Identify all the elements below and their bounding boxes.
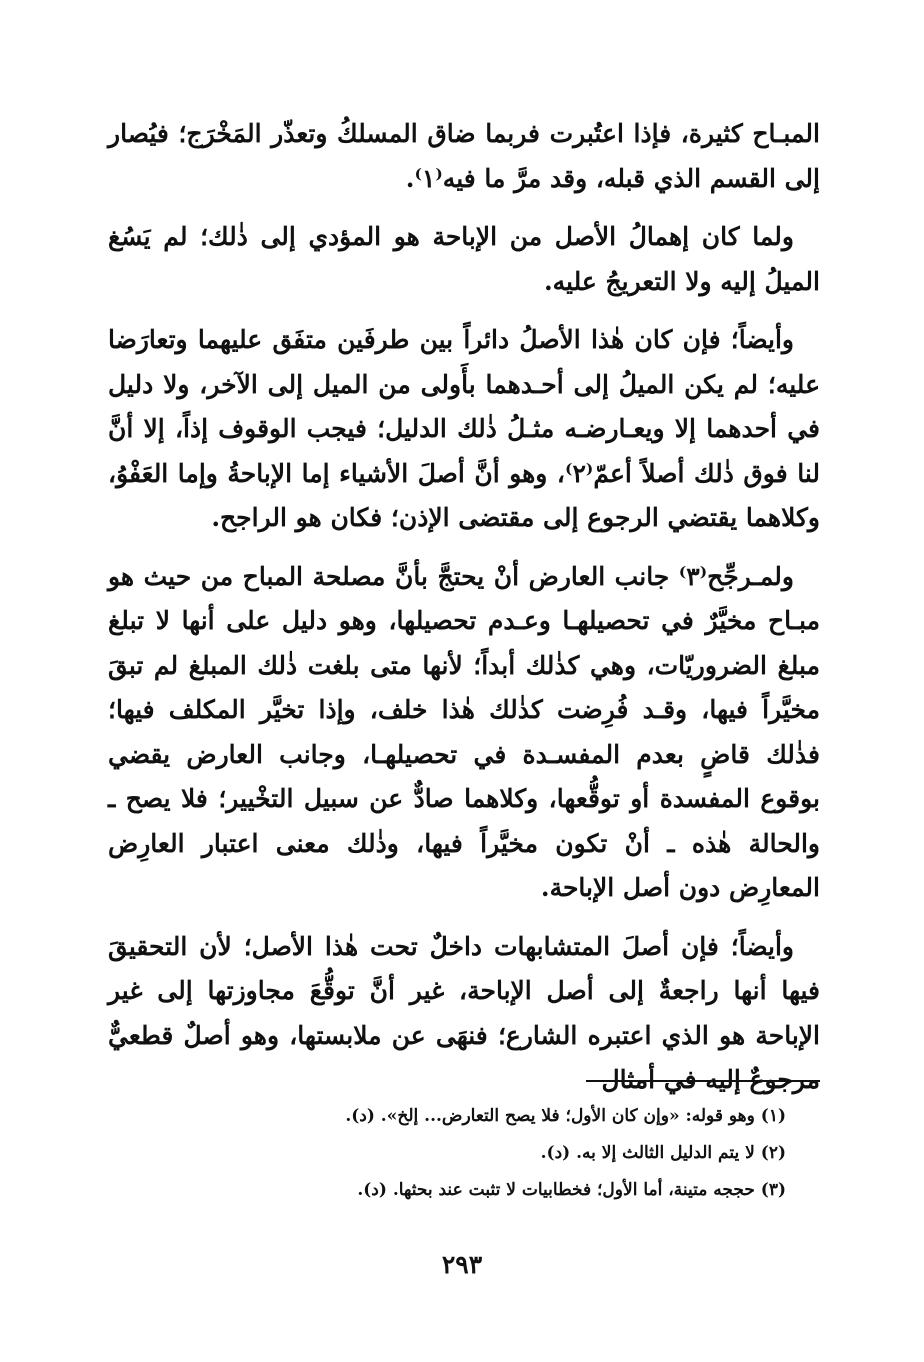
page-number: ٢٩٣: [441, 1250, 483, 1279]
main-text: [108, 112, 820, 1117]
footnote-divider: [586, 1080, 820, 1082]
paragraph-5: وأيضاً؛ فإن أصلَ المتشابهات داخلٌ تحت هٰذا الأصل؛ لأن التحقيقَ فيها أنها راجعةٌ إلى أصل الإباحة، غير أنَّ توقُّعَ مجاوزتها إلى غير الإباحة هو الذي اعتبره الشارع؛ فنهَى عن ملابستها، وهو أصلٌ قطعيٌّ مرجوعٌ إليه في أمثال: [108, 931, 820, 1094]
paragraph-3: وأيضاً؛ فإن كان هٰذا الأصلُ دائراً بين طرفَين متفَق عليهما وتعارَضا عليه؛ لم يكن الميلُ إلى أحـدهما بأَولى من الميل إلى الآخر، ولا دليل في أحدهما إلا ويعـارضـه مثـلُ ذٰلك الدليل؛ فيجب الوقوف إذاً، إلا أنَّ لنا فوق ذٰلك أصلاً أعمّ⁽٢⁾، وهو أنَّ أصلَ الأشياء إما الإباحةُ وإما العَفْوُ، وكلاهما يقتضي الرجوع إلى مقتضى الإذن؛ فكان هو الراجح.: [108, 325, 820, 532]
footnote-2: (٢) لا يتم الدليل الثالث إلا به. (د).: [540, 1143, 786, 1163]
footnote-1: (١) وهو قوله: «وإن كان الأول؛ فلا يصح التعارض... إلخ». (د).: [345, 1106, 786, 1126]
paragraph-2: ولما كان إهمالُ الأصل من الإباحة هو المؤدي إلى ذٰلك؛ لم يَسُغ الميلُ إليه ولا التعريجُ عليه.: [108, 222, 820, 296]
paragraph-1: المبـاح كثيرة، فإذا اعتُبرت فربما ضاق المسلكُ وتعذّر المَخْرَج؛ فيُصار إلى القسم الذي قبله، وقد مرَّ ما فيه⁽١⁾.: [108, 119, 820, 193]
footnote-3: (٣) حججه متينة، أما الأول؛ فخطابيات لا تثبت عند بحثها. (د).: [357, 1180, 786, 1200]
footnotes: [136, 1098, 786, 1209]
paragraph-4: ولمـرجِّح⁽٣⁾ جانب العارض أنْ يحتجَّ بأنَّ مصلحة المباح من حيث هو مبـاح مخيَّرٌ في تحصيلهـا وعـدم تحصيلها، وهو دليل على أنها لا تبلغ مبلغ الضروريّات، وهي كذٰلك أبداً؛ لأنها متى بلغت ذٰلك المبلغ لم تبقَ مخيَّراً فيها، وقـد فُرِضت كذٰلك هٰذا خلف، وإذا تخيَّر المكلف فيها؛ فذٰلك قاضٍ بعدم المفسـدة في تحصيلهـا، وجانب العارض يقضي بوقوع المفسدة أو توقُّعها، وكلاهما صادٌّ عن سبيل التخْيير؛ فلا يصح ـ والحالة هٰذه ـ أنْ تكون مخيَّراً فيها، وذٰلك معنى اعتبار العارِض المعارِض دون أصل الإباحة.: [108, 561, 820, 902]
